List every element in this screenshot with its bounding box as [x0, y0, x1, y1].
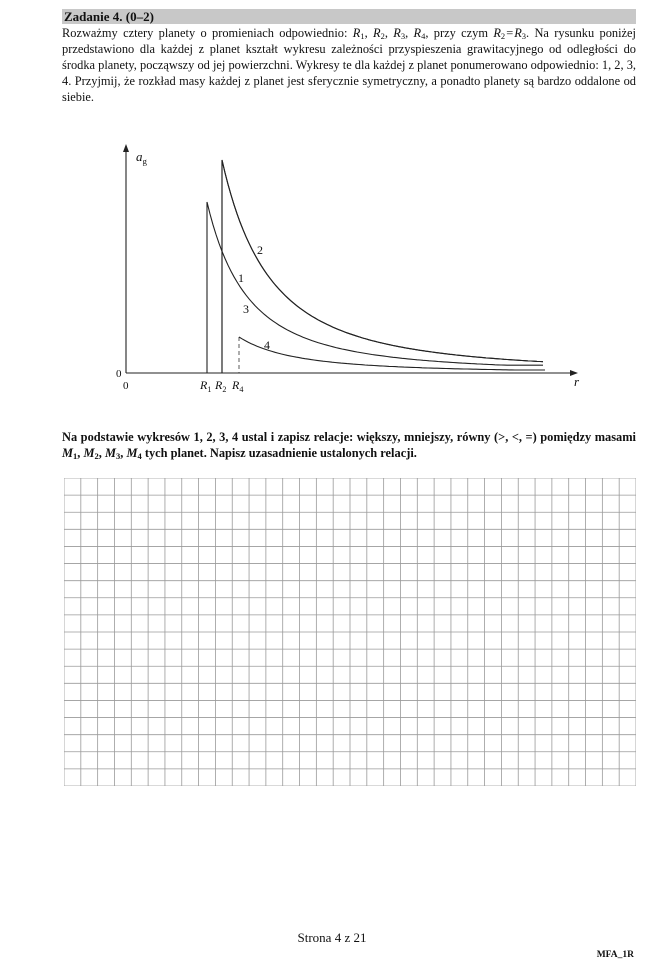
x-axis-label: r — [574, 374, 580, 389]
curve-2 — [222, 160, 543, 373]
page-number: Strona 4 z 21 — [297, 930, 367, 945]
y-axis-label: $a_g$ — [136, 149, 147, 166]
curve-1 — [207, 202, 543, 373]
tick-label-r1: $R_1$ — [200, 378, 212, 394]
curve-label-1: 1 — [238, 271, 244, 285]
task-intro: Rozważmy cztery planety o promieniach odpowiednio: $R_1$, $R_2$, $R_3$, $R_4$, przy czym $R_2$ = $R_3$. Na rysunku poniżej przedstawiono dla każdej z planet kształt wykresu zależności przyspieszenia grawitacyjnego od odległości do środka planety, począwszy od jej powierzchni. Wykresy te dla każdej z planet ponumerowano odpowiednio: 1, 2, 3, 4. Przyjmij, że rozkład masy każdej z planet jest sferycznie symetryczny, a ponadto planety są bardzo oddalone od siebie. — [62, 26, 636, 104]
curve-3 — [222, 160, 543, 373]
intro-text-2: , przy czym — [425, 26, 494, 40]
task-title: Zadanie 4. (0–2) — [64, 9, 154, 24]
curve-label-4: 4 — [264, 338, 270, 352]
document-code: MFA_1R — [596, 950, 634, 960]
tick-label-r4: $R_4$ — [232, 378, 244, 394]
instruction-text-2: tych planet. Napisz uzasadnienie ustalonych relacji. — [141, 446, 417, 460]
answer-grid[interactable] — [64, 478, 636, 786]
gravity-chart — [100, 140, 600, 400]
x-origin-label: 0 — [123, 380, 129, 392]
intro-text-1: Rozważmy cztery planety o promieniach odpowiednio: — [62, 26, 353, 40]
y-axis-arrow — [123, 144, 129, 152]
chart-axes — [123, 144, 578, 376]
intro-text-3: . Na rysunku poniżej przedstawiono dla każdej z planet kształt wykresu zależności przyspieszenia grawitacyjnego od odległości do środka planety, począwszy od jej powierzchni. Wykresy te dla każdej z planet ponumerowano odpowiednio: 1, 2, 3, 4. Przyjmij, że rozkład masy każdej z planet jest sferycznie symetryczny, a ponadto planety są bardzo oddalone od siebie. — [62, 26, 636, 104]
tick-label-r2: $R_2$ — [215, 378, 227, 394]
y-origin-label: 0 — [116, 368, 122, 380]
task-instruction: Na podstawie wykresów 1, 2, 3, 4 ustal i zapisz relacje: większy, mniejszy, równy (>, <, =) pomiędzy masami $M_1$, $M_2$, $M_3$, $M_4$ tych planet. Napisz uzasadnienie ustalonych relacji. — [62, 430, 636, 461]
instruction-text-1: Na podstawie wykresów 1, 2, 3, 4 ustal i zapisz relacje: większy, mniejszy, równy (>, <, =) pomiędzy masami — [62, 430, 636, 444]
curve-label-2: 2 — [257, 243, 263, 257]
curve-label-3: 3 — [243, 302, 249, 316]
chart-curves — [207, 160, 545, 373]
chart-labels — [116, 149, 580, 394]
